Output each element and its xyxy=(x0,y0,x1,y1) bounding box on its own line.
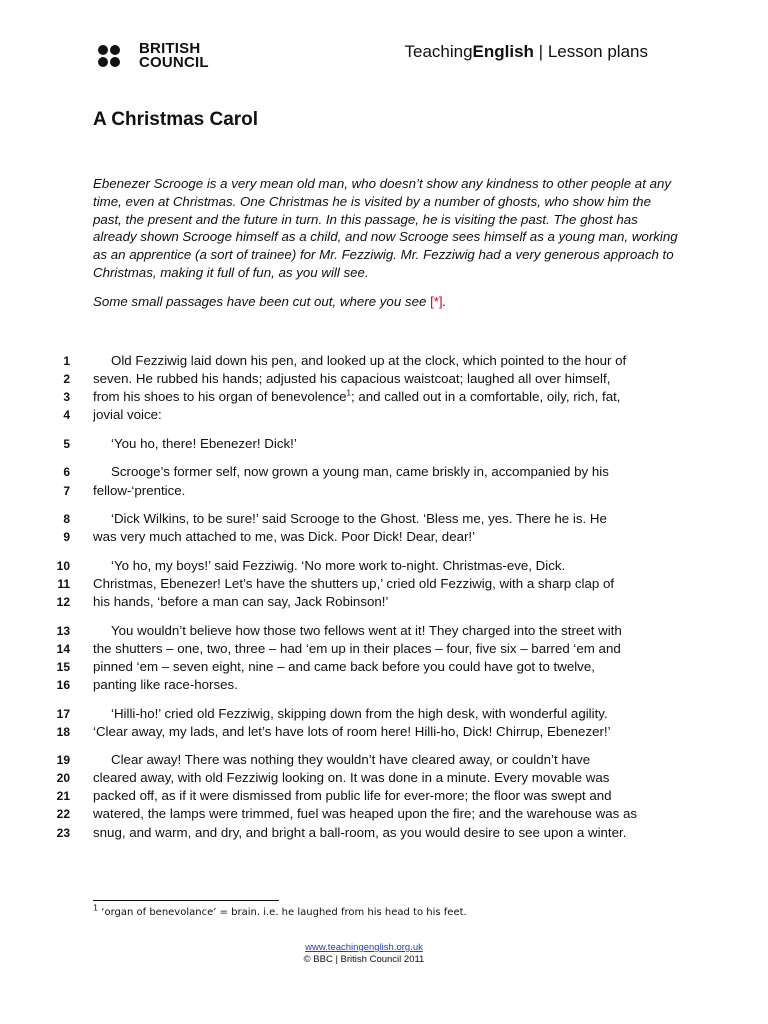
line-text: jovial voice: xyxy=(93,407,162,423)
passage-line xyxy=(44,406,694,424)
passage-line xyxy=(44,593,694,611)
footnote-divider xyxy=(93,900,279,901)
line-text: seven. He rubbed his hands; adjusted his capacious waistcoat; laughed all over himself, xyxy=(93,371,611,387)
passage-line xyxy=(44,769,694,787)
line-text: ‘You ho, there! Ebenezer! Dick!’ xyxy=(111,435,297,451)
line-number: 22 xyxy=(56,807,70,822)
passage-line xyxy=(44,787,694,805)
line-number: 19 xyxy=(56,753,70,768)
footnote: $^1$ ‘organ of benevolance’ = brain. i.e. he laughed from his head to his feet. xyxy=(93,903,467,918)
line-number: 9 xyxy=(63,530,70,545)
passage-line xyxy=(44,557,694,575)
passage-paragraph xyxy=(44,435,694,453)
line-text: Old Fezziwig laid down his pen, and looked up at the clock, which pointed to the hour of xyxy=(111,353,627,368)
passage-line xyxy=(44,510,694,528)
passage-line xyxy=(44,435,694,453)
passage-line xyxy=(44,723,694,741)
line-number: 17 xyxy=(56,706,70,721)
line-number: 5 xyxy=(63,436,70,451)
passage-line xyxy=(44,751,694,769)
line-text: Scrooge’s former self, now grown a young man, came briskly in, accompanied by his xyxy=(111,464,609,480)
line-text: packed off, as if it were dismissed from public life for ever-more; the floor was swept and xyxy=(93,788,612,804)
cut-marker: [*] xyxy=(430,293,443,309)
passage-line xyxy=(44,658,694,676)
page-footer xyxy=(0,942,728,966)
line-number: 18 xyxy=(56,724,70,739)
line-number: 13 xyxy=(56,623,70,638)
line-text: fellow-‘prentice. xyxy=(93,482,186,498)
passage-line xyxy=(44,575,694,593)
line-text: ‘Yo ho, my boys!’ said Fezziwig. ‘No more work to-night. Christmas-eve, Dick. xyxy=(111,557,566,573)
passage-line xyxy=(44,388,694,406)
passage-line xyxy=(44,482,694,500)
line-number: 6 xyxy=(63,465,70,480)
line-number: 2 xyxy=(63,372,70,387)
british-council-logo xyxy=(98,42,209,70)
passage-line xyxy=(44,640,694,658)
line-text: ‘Dick Wilkins, to be sure!’ said Scrooge to the Ghost. ‘Bless me, yes. There he is. He xyxy=(111,511,607,527)
passage-paragraph xyxy=(44,751,694,841)
footnote-reference: 1 xyxy=(346,388,351,398)
website-link[interactable]: www.teachingenglish.org.uk xyxy=(305,942,423,953)
line-number: 15 xyxy=(56,659,70,674)
passage-text xyxy=(44,352,694,852)
passage-line xyxy=(44,463,694,481)
passage-line xyxy=(44,352,694,370)
teaching-english-brand: TeachingEnglish | Lesson plans xyxy=(404,42,648,61)
line-number: 14 xyxy=(56,641,70,656)
logo-dots-icon xyxy=(98,45,132,67)
passage-paragraph xyxy=(44,352,694,424)
passage-line xyxy=(44,622,694,640)
line-text: watered, the lamps were trimmed, fuel was heaped upon the fire; and the warehouse was as xyxy=(93,806,637,822)
passage-paragraph xyxy=(44,463,694,499)
passage-line xyxy=(44,370,694,388)
line-number: 21 xyxy=(56,789,70,804)
line-number: 20 xyxy=(56,771,70,786)
passage-line xyxy=(44,805,694,823)
line-text: his hands, ‘before a man can say, Jack Robinson!’ xyxy=(93,594,389,610)
line-text: ‘Clear away, my lads, and let’s have lots of room here! Hilli-ho, Dick! Chirrup, Ebenezer!’ xyxy=(93,723,611,739)
passage-line xyxy=(44,705,694,723)
passage-paragraph xyxy=(44,705,694,741)
passage-line xyxy=(44,824,694,842)
line-text: pinned ‘em – seven eight, nine – and came back before you could have got to twelve, xyxy=(93,658,595,674)
passage-paragraph xyxy=(44,510,694,546)
line-text: Christmas, Ebenezer! Let’s have the shutters up,’ cried old Fezziwig, with a sharp clap of xyxy=(93,575,615,591)
passage-paragraph xyxy=(44,557,694,611)
line-text: from his shoes to his organ of benevolence$^1$; and called out in a comfortable, oily, rich, fat, xyxy=(93,388,621,405)
line-text: cleared away, with old Fezziwig looking on. It was done in a minute. Every movable was xyxy=(93,770,610,786)
line-text: panting like race-horses. xyxy=(93,676,238,692)
line-number: 16 xyxy=(56,677,70,692)
line-number: 12 xyxy=(56,595,70,610)
line-text: the shutters – one, two, three – had ‘em up in their places – four, five six – barred ‘em and xyxy=(93,640,621,656)
line-number: 3 xyxy=(63,390,70,405)
line-number: 23 xyxy=(56,825,70,840)
line-text: ‘Hilli-ho!’ cried old Fezziwig, skipping down from the high desk, with wonderful agility. xyxy=(111,705,608,721)
intro-section xyxy=(93,175,683,322)
intro-paragraph: Ebenezer Scrooge is a very mean old man, who doesn’t show any kindness to other people at any time, even at Christmas. One Christmas he is visited by a number of ghosts, who show him the past, the present and the future in turn. In this passage, he is visiting the past. The ghost has already shown Scrooge himself as a child, and now Scrooge sees himself as a young man, working as an apprentice (a sort of trainee) for Mr. Fezziwig. Mr. Fezziwig had a very generous approach to Christmas, making it full of fun, as you will see. xyxy=(93,176,678,280)
copyright: © BBC | British Council 2011 xyxy=(303,954,425,965)
line-text: was very much attached to me, was Dick. Poor Dick! Dear, dear!’ xyxy=(93,529,476,545)
line-number: 8 xyxy=(63,512,70,527)
logo-text: BRITISH COUNCIL xyxy=(139,40,209,71)
line-text: Clear away! There was nothing they wouldn’t have cleared away, or couldn’t have xyxy=(111,752,591,768)
line-number: 10 xyxy=(56,558,70,573)
line-text: You wouldn’t believe how those two fellows went at it! They charged into the street with xyxy=(111,622,622,638)
passage-line xyxy=(44,528,694,546)
line-text: snug, and warm, and dry, and bright a ball-room, as you would desire to see upon a winter. xyxy=(93,824,627,840)
passage-paragraph xyxy=(44,622,694,694)
page-title: A Christmas Carol xyxy=(93,109,259,130)
line-number: 4 xyxy=(63,408,70,423)
cut-note-paragraph: Some small passages have been cut out, where you see [*]. xyxy=(93,293,447,309)
line-number: 1 xyxy=(63,354,70,368)
line-number: 11 xyxy=(57,576,70,591)
line-number: 7 xyxy=(63,483,70,498)
passage-line xyxy=(44,676,694,694)
